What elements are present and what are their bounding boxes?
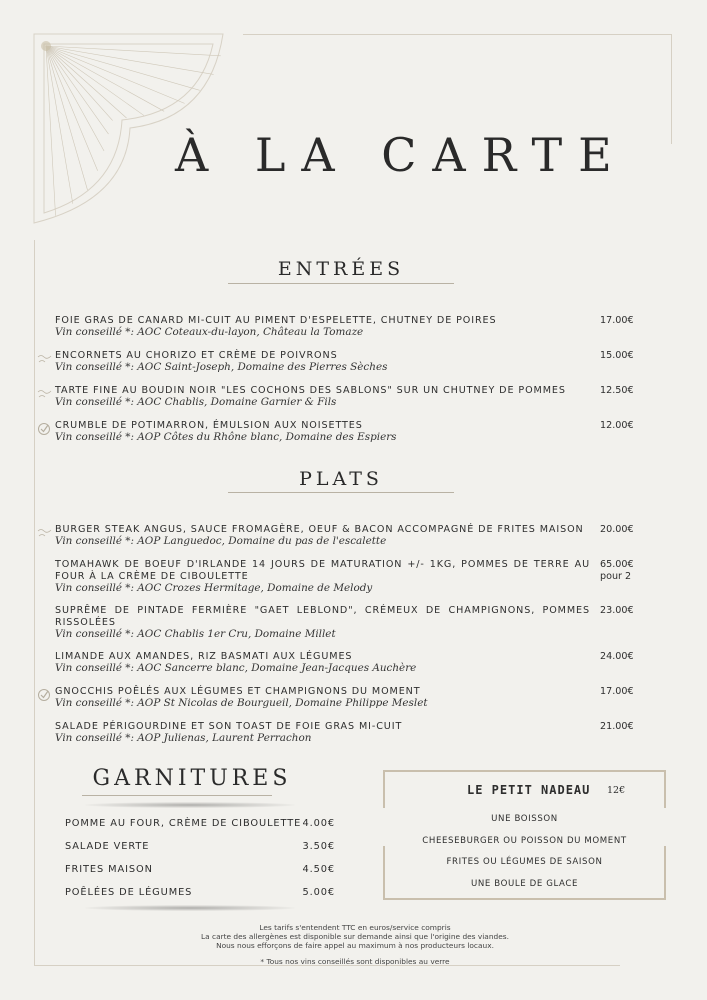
section-rule (82, 795, 272, 796)
wine-pairing: Vin conseillé *: AOC Chablis, Domaine Garnier & Fils (55, 396, 337, 408)
homemade-icon (37, 351, 53, 365)
side-dish-name: POMME AU FOUR, CRÈME DE CIBOULETTE (65, 818, 302, 829)
menu-item (55, 350, 640, 373)
footer-line: La carte des allergènes est disponible sur demande ainsi que l'origine des viandes. (201, 932, 509, 941)
wine-pairing: Vin conseillé *: AOP Julienas, Laurent Perrachon (55, 732, 312, 744)
side-dish-row (65, 887, 335, 898)
kids-menu-item: CHEESEBURGER OU POISSON DU MOMENT (422, 836, 627, 846)
price-value: 21.00€ (600, 721, 634, 732)
side-dish-name: FRITES MAISON (65, 864, 153, 875)
divider-shadow (85, 905, 295, 911)
kids-menu-item: FRITES OU LÉGUMES DE SAISON (446, 857, 603, 867)
side-dish-row (65, 841, 335, 852)
wine-note: * Tous nos vins conseillés sont disponibles au verre (260, 957, 450, 966)
wine-pairing: Vin conseillé *: AOC Chablis 1er Cru, Domaine Millet (55, 628, 336, 640)
dish-name: TARTE FINE AU BOUDIN NOIR "LES COCHONS DES SABLONS" SUR UN CHUTNEY DE POMMES (55, 385, 566, 396)
price-value: 23.00€ (600, 605, 634, 616)
menu-item (55, 721, 640, 744)
menu-item (55, 524, 640, 547)
dish-price (600, 524, 640, 536)
divider-shadow (85, 802, 295, 808)
dish-name: ENCORNETS AU CHORIZO ET CRÈME DE POIVRONS (55, 350, 338, 361)
footer-line: Les tarifs s'entendent TTC en euros/service compris (259, 923, 451, 932)
footer-note (150, 923, 560, 950)
wine-pairing: Vin conseillé *: AOP Côtes du Rhône blanc, Domaine des Espiers (55, 431, 397, 443)
side-dish-name: SALADE VERTE (65, 841, 150, 852)
wine-pairing: Vin conseillé *: AOC Coteaux-du-layon, Château la Tomaze (55, 326, 364, 338)
menu-item (55, 605, 640, 640)
menu-item (55, 315, 640, 338)
price-value: 24.00€ (600, 651, 634, 662)
price-value: 15.00€ (600, 350, 634, 361)
price-value: 17.00€ (600, 686, 634, 697)
section-heading-entrees: ENTRÉES (277, 258, 405, 280)
section-heading-plats: PLATS (299, 468, 383, 490)
kids-menu-item: UNE BOISSON (491, 814, 558, 824)
dish-price (600, 721, 640, 733)
menu-item (55, 420, 640, 443)
menu-item (55, 559, 640, 594)
frame-left-line (34, 240, 35, 966)
price-note: pour 2 (600, 571, 632, 582)
wine-pairing: Vin conseillé *: AOP St Nicolas de Bourgueil, Domaine Philippe Meslet (55, 697, 428, 709)
side-dish-name: POÊLÉES DE LÉGUMES (65, 887, 193, 898)
side-dish-price: 3.50€ (302, 841, 335, 852)
price-value: 12.50€ (600, 385, 634, 396)
kids-menu-price: 12€ (607, 785, 626, 796)
section-rule (228, 283, 454, 284)
menu-item (55, 651, 640, 674)
dish-name: TOMAHAWK DE BOEUF D'IRLANDE 14 JOURS DE MATURATION +/- 1KG, POMMES DE TERRE AU FOUR À LA CRÈME DE CIBOULETTE (55, 559, 590, 582)
frame-right-line (671, 34, 672, 144)
dish-name: SALADE PÉRIGOURDINE ET SON TOAST DE FOIE GRAS MI-CUIT (55, 721, 403, 732)
dish-price (600, 350, 640, 362)
vegetarian-icon (37, 421, 53, 435)
price-value: 12.00€ (600, 420, 634, 431)
dish-name: FOIE GRAS DE CANARD MI-CUIT AU PIMENT D'ESPELETTE, CHUTNEY DE POIRES (55, 315, 497, 326)
dish-price (600, 385, 640, 397)
dish-price (600, 686, 640, 698)
section-rule (228, 492, 454, 493)
kids-menu-box (383, 770, 666, 900)
side-dish-row (65, 864, 335, 875)
dish-name: SUPRÊME DE PINTADE FERMIÈRE "GAET LEBLOND", CRÉMEUX DE CHAMPIGNONS, POMMES RISSOLÉES (55, 605, 590, 628)
footer-line: Nous nous efforçons de faire appel au maximum à nos producteurs locaux. (216, 941, 494, 950)
side-dish-price: 4.50€ (302, 864, 335, 875)
price-value: 65.00€ (600, 559, 634, 570)
side-dish-price: 5.00€ (302, 887, 335, 898)
dish-name: LIMANDE AUX AMANDES, RIZ BASMATI AUX LÉGUMES (55, 651, 353, 662)
homemade-icon (37, 525, 53, 539)
page-title: À LA CARTE (175, 128, 628, 182)
menu-item (55, 686, 640, 709)
wine-pairing: Vin conseillé *: AOP Languedoc, Domaine du pas de l'escalette (55, 535, 387, 547)
side-dish-price: 4.00€ (302, 818, 335, 829)
dish-price (600, 559, 640, 583)
price-value: 17.00€ (600, 315, 634, 326)
wine-pairing: Vin conseillé *: AOC Saint-Joseph, Domaine des Pierres Sèches (55, 361, 388, 373)
kids-menu-title: LE PETIT NADEAU (467, 783, 591, 797)
price-value: 20.00€ (600, 524, 634, 535)
menu-item (55, 385, 640, 408)
homemade-icon (37, 386, 53, 400)
dish-price (600, 420, 640, 432)
section-heading-garnitures: GARNITURES (92, 766, 292, 791)
side-dish-row (65, 818, 335, 829)
dish-price (600, 651, 640, 663)
frame-top-line (243, 34, 672, 35)
dish-name: CRUMBLE DE POTIMARRON, ÉMULSION AUX NOISETTES (55, 420, 363, 431)
wine-pairing: Vin conseillé *: AOC Sancerre blanc, Domaine Jean-Jacques Auchère (55, 662, 417, 674)
wine-pairing: Vin conseillé *: AOC Crozes Hermitage, Domaine de Melody (55, 582, 373, 594)
dish-name: BURGER STEAK ANGUS, SAUCE FROMAGÈRE, OEUF & BACON ACCOMPAGNÉ DE FRITES MAISON (55, 524, 584, 535)
dish-price (600, 315, 640, 327)
kids-menu-item: UNE BOULE DE GLACE (470, 879, 578, 889)
vegetarian-icon (37, 687, 53, 701)
dish-name: GNOCCHIS POÊLÉS AUX LÉGUMES ET CHAMPIGNONS DU MOMENT (55, 686, 421, 697)
dish-price (600, 605, 640, 617)
